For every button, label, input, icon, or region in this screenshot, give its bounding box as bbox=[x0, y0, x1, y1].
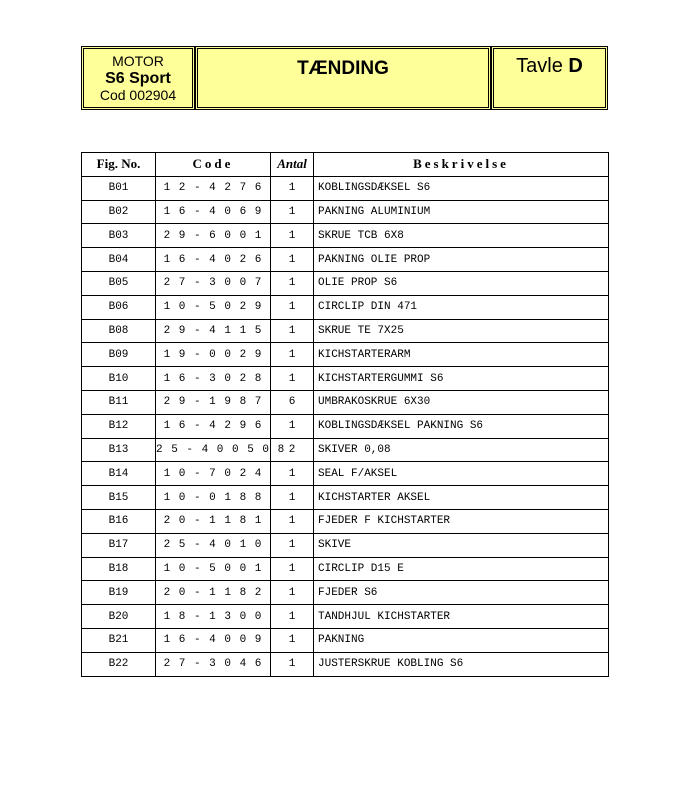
motor-model: S6 Sport bbox=[105, 70, 171, 87]
table-row bbox=[82, 200, 609, 224]
cell-fig: B05 bbox=[82, 271, 156, 295]
cell-description: SKIVE bbox=[314, 533, 609, 557]
cell-description: PAKNING OLIE PROP bbox=[314, 248, 609, 272]
cell-antal: 1 bbox=[271, 343, 314, 367]
cell-code: 1 9 - 0 0 2 9 bbox=[156, 343, 271, 367]
cell-antal: 1 bbox=[271, 271, 314, 295]
cell-antal: 1 bbox=[271, 509, 314, 533]
cell-description: FJEDER F KICHSTARTER bbox=[314, 509, 609, 533]
cell-description: UMBRAKOSKRUE 6X30 bbox=[314, 390, 609, 414]
table-row bbox=[82, 414, 609, 438]
cell-antal: 1 bbox=[271, 295, 314, 319]
cell-description: KOBLINGSDÆKSEL S6 bbox=[314, 176, 609, 200]
cell-description: CIRCLIP D15 E bbox=[314, 557, 609, 581]
cell-description: KICHSTARTERGUMMI S6 bbox=[314, 367, 609, 391]
cell-fig: B15 bbox=[82, 486, 156, 510]
table-row bbox=[82, 438, 609, 462]
table-row bbox=[82, 486, 609, 510]
table-header-row bbox=[82, 153, 609, 177]
cell-antal: 1 bbox=[271, 414, 314, 438]
cell-antal: 2 bbox=[271, 438, 314, 462]
table-row bbox=[82, 557, 609, 581]
cell-fig: B17 bbox=[82, 533, 156, 557]
cell-description: TANDHJUL KICHSTARTER bbox=[314, 605, 609, 629]
cell-code: 2 7 - 3 0 0 7 bbox=[156, 271, 271, 295]
cell-antal: 1 bbox=[271, 557, 314, 581]
cell-fig: B06 bbox=[82, 295, 156, 319]
table-row bbox=[82, 462, 609, 486]
cell-code: 2 5 - 4 0 1 0 bbox=[156, 533, 271, 557]
cell-antal: 1 bbox=[271, 533, 314, 557]
cell-antal: 1 bbox=[271, 486, 314, 510]
cell-antal: 6 bbox=[271, 390, 314, 414]
cell-code: 1 2 - 4 2 7 6 bbox=[156, 176, 271, 200]
tavle-box bbox=[491, 46, 608, 110]
cell-description: SKRUE TCB 6X8 bbox=[314, 224, 609, 248]
cell-code: 1 8 - 1 3 0 0 bbox=[156, 605, 271, 629]
page-title: TÆNDING bbox=[297, 58, 389, 79]
page-header bbox=[81, 46, 608, 110]
cell-antal: 1 bbox=[271, 581, 314, 605]
cell-antal: 1 bbox=[271, 652, 314, 676]
cell-code: 2 5 - 4 0 0 5 0 8 bbox=[156, 438, 271, 462]
cell-description: SKRUE TE 7X25 bbox=[314, 319, 609, 343]
cell-code: 2 9 - 6 0 0 1 bbox=[156, 224, 271, 248]
cell-fig: B10 bbox=[82, 367, 156, 391]
cell-code: 2 7 - 3 0 4 6 bbox=[156, 652, 271, 676]
table-row bbox=[82, 628, 609, 652]
motor-info-box bbox=[81, 46, 195, 110]
cell-antal: 1 bbox=[271, 200, 314, 224]
cell-antal: 1 bbox=[271, 605, 314, 629]
cell-fig: B18 bbox=[82, 557, 156, 581]
cell-fig: B01 bbox=[82, 176, 156, 200]
table-row bbox=[82, 176, 609, 200]
cell-code: 1 6 - 4 0 6 9 bbox=[156, 200, 271, 224]
cell-code: 1 0 - 0 1 8 8 bbox=[156, 486, 271, 510]
cell-description: JUSTERSKRUE KOBLING S6 bbox=[314, 652, 609, 676]
cell-fig: B02 bbox=[82, 200, 156, 224]
table-row bbox=[82, 605, 609, 629]
title-box bbox=[195, 46, 491, 110]
cell-description: CIRCLIP DIN 471 bbox=[314, 295, 609, 319]
table-row bbox=[82, 343, 609, 367]
cell-code: 2 0 - 1 1 8 2 bbox=[156, 581, 271, 605]
cell-fig: B12 bbox=[82, 414, 156, 438]
cell-code: 1 6 - 4 0 0 9 bbox=[156, 628, 271, 652]
table-row bbox=[82, 390, 609, 414]
table-row bbox=[82, 271, 609, 295]
cell-fig: B11 bbox=[82, 390, 156, 414]
column-header-fig: Fig. No. bbox=[82, 153, 156, 177]
cell-description: PAKNING bbox=[314, 628, 609, 652]
cell-antal: 1 bbox=[271, 176, 314, 200]
table-row bbox=[82, 248, 609, 272]
column-header-beskrivelse: Beskrivelse bbox=[314, 153, 609, 177]
table-row bbox=[82, 224, 609, 248]
motor-label: MOTOR bbox=[112, 53, 164, 69]
table-row bbox=[82, 367, 609, 391]
cell-antal: 1 bbox=[271, 367, 314, 391]
cell-code: 2 9 - 4 1 1 5 bbox=[156, 319, 271, 343]
cell-code: 1 0 - 5 0 0 1 bbox=[156, 557, 271, 581]
cell-description: PAKNING ALUMINIUM bbox=[314, 200, 609, 224]
cell-fig: B08 bbox=[82, 319, 156, 343]
table-row bbox=[82, 319, 609, 343]
table-row bbox=[82, 533, 609, 557]
table-row bbox=[82, 509, 609, 533]
cell-code: 1 0 - 7 0 2 4 bbox=[156, 462, 271, 486]
table-row bbox=[82, 652, 609, 676]
column-header-code: Code bbox=[156, 153, 271, 177]
cell-fig: B13 bbox=[82, 438, 156, 462]
cell-fig: B14 bbox=[82, 462, 156, 486]
cell-code: 1 6 - 4 0 2 6 bbox=[156, 248, 271, 272]
column-header-antal: Antal bbox=[271, 153, 314, 177]
cell-code: 1 0 - 5 0 2 9 bbox=[156, 295, 271, 319]
cell-description: SKIVER 0,08 bbox=[314, 438, 609, 462]
cell-antal: 1 bbox=[271, 319, 314, 343]
cell-fig: B09 bbox=[82, 343, 156, 367]
motor-code: Cod 002904 bbox=[99, 87, 177, 103]
cell-description: SEAL F/AKSEL bbox=[314, 462, 609, 486]
cell-code: 2 0 - 1 1 8 1 bbox=[156, 509, 271, 533]
cell-description: KOBLINGSDÆKSEL PAKNING S6 bbox=[314, 414, 609, 438]
cell-description: KICHSTARTER AKSEL bbox=[314, 486, 609, 510]
cell-antal: 1 bbox=[271, 224, 314, 248]
cell-fig: B03 bbox=[82, 224, 156, 248]
cell-code: 1 6 - 3 0 2 8 bbox=[156, 367, 271, 391]
cell-description: FJEDER S6 bbox=[314, 581, 609, 605]
cell-code: 2 9 - 1 9 8 7 bbox=[156, 390, 271, 414]
cell-antal: 1 bbox=[271, 462, 314, 486]
table-body bbox=[82, 176, 609, 676]
tavle-label: Tavle bbox=[516, 55, 563, 77]
cell-fig: B20 bbox=[82, 605, 156, 629]
parts-table bbox=[81, 152, 609, 677]
cell-fig: B04 bbox=[82, 248, 156, 272]
cell-fig: B16 bbox=[82, 509, 156, 533]
tavle-letter: D bbox=[568, 55, 583, 77]
cell-fig: B22 bbox=[82, 652, 156, 676]
cell-fig: B19 bbox=[82, 581, 156, 605]
cell-code: 1 6 - 4 2 9 6 bbox=[156, 414, 271, 438]
table-row bbox=[82, 295, 609, 319]
table-row bbox=[82, 581, 609, 605]
cell-antal: 1 bbox=[271, 248, 314, 272]
cell-fig: B21 bbox=[82, 628, 156, 652]
cell-antal: 1 bbox=[271, 628, 314, 652]
cell-description: OLIE PROP S6 bbox=[314, 271, 609, 295]
cell-description: KICHSTARTERARM bbox=[314, 343, 609, 367]
